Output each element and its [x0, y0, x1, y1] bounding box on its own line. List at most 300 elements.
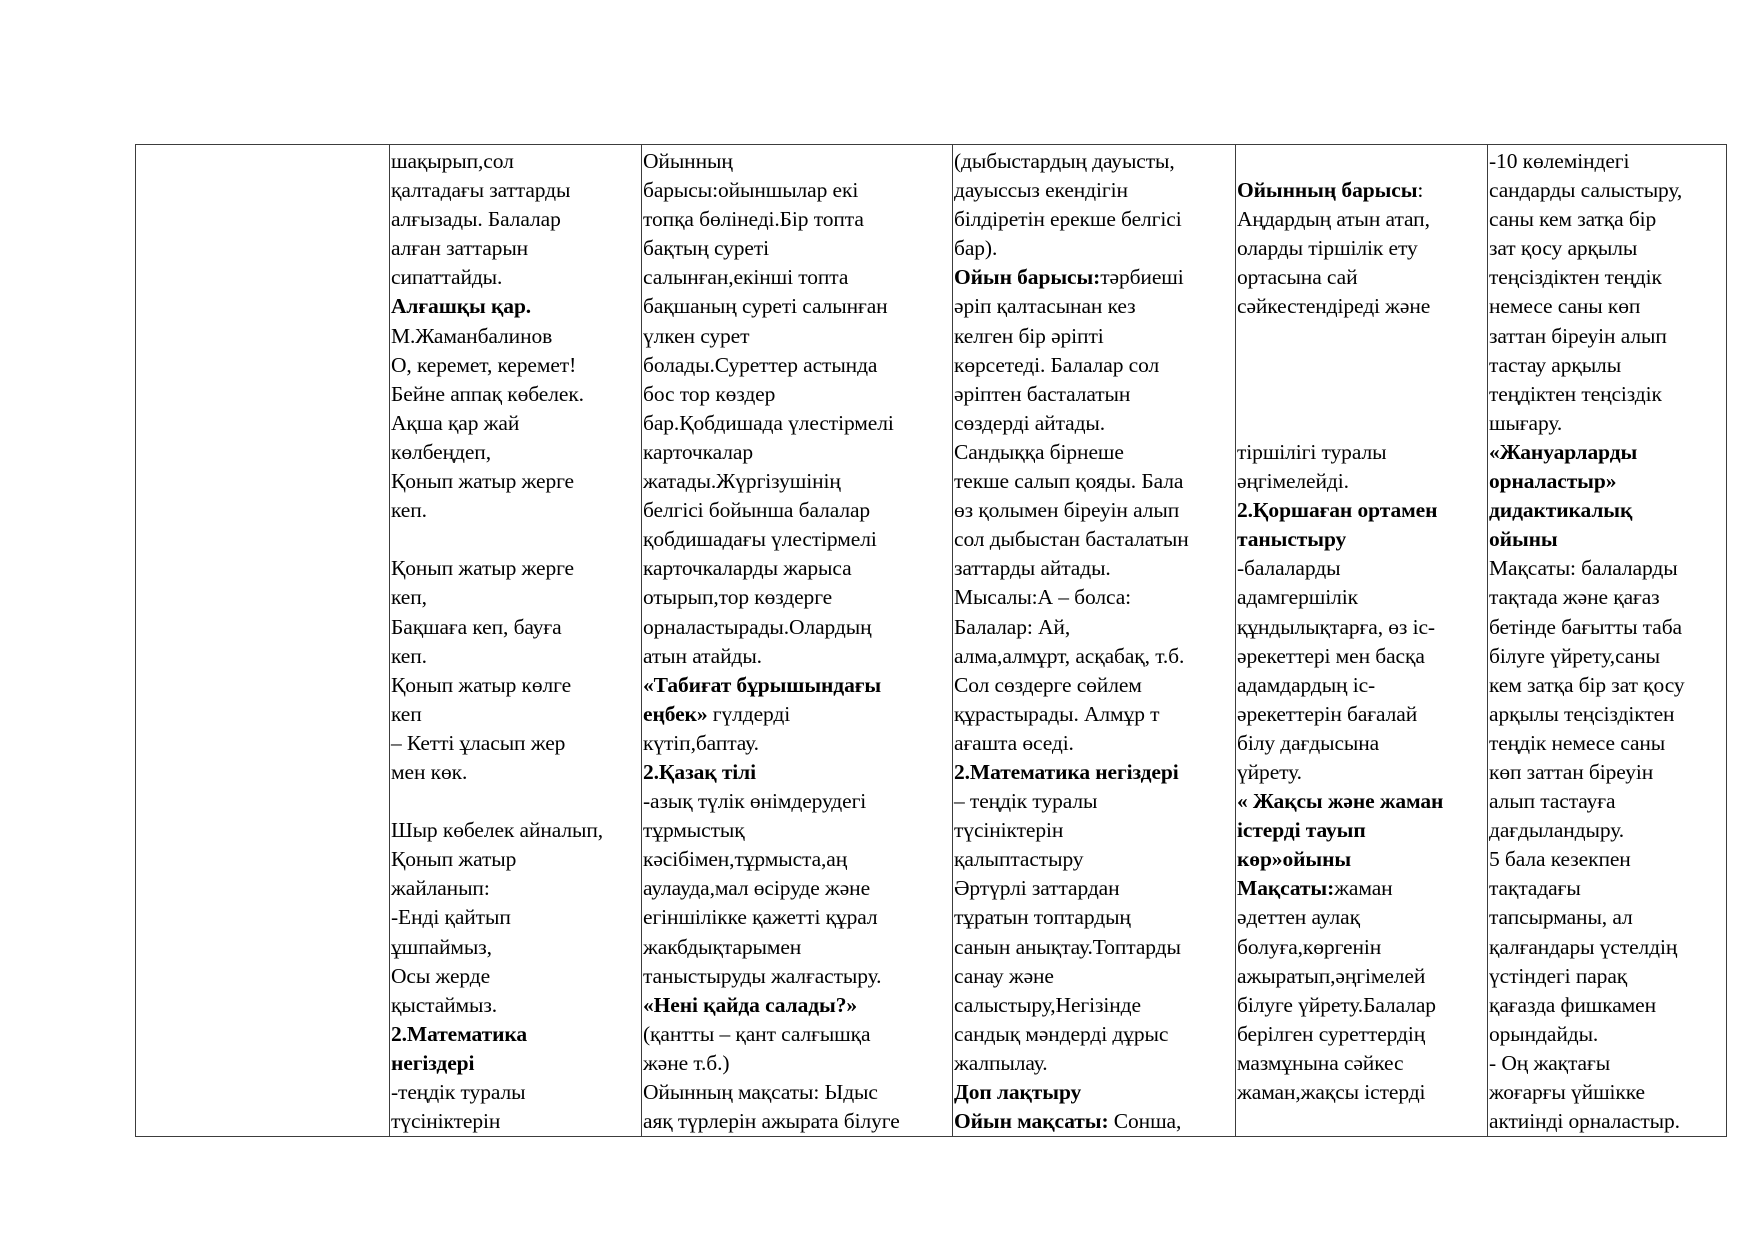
text-line-content: құндылықтарға, өз іс- — [1237, 614, 1435, 639]
text-line — [391, 874, 639, 903]
text-line-content: 2.Қазақ тілі — [643, 759, 756, 784]
text-line — [643, 438, 950, 467]
text-line-content: Қонып жатыр жерге — [391, 469, 574, 494]
text-line — [391, 292, 639, 321]
text-line — [954, 292, 1233, 321]
text-line-content: текше салып қояды. Бала — [954, 469, 1184, 494]
text-line — [1489, 845, 1724, 874]
text-line-content: кеп, — [391, 585, 427, 610]
text-line — [954, 903, 1233, 932]
text-line-content: сөздерді айтады. — [954, 410, 1106, 435]
text-line — [391, 583, 639, 612]
text-line — [1489, 234, 1724, 263]
text-line — [1489, 554, 1724, 583]
text-line-content: теңдік немесе саны — [1489, 730, 1666, 755]
text-line — [391, 1107, 639, 1136]
text-line-content: және т.б.) — [643, 1050, 730, 1075]
text-line — [643, 933, 950, 962]
text-line-content: әдеттен аулақ — [1237, 905, 1360, 930]
text-line-content: бар.Қобдишада үлестірмелі — [643, 410, 894, 435]
text-line-content: сол дыбыстан басталатын — [954, 527, 1189, 552]
text-line-continuation: : — [1417, 178, 1424, 203]
text-line-content: отырып,тор көздерге — [643, 585, 833, 610]
text-line-content: адамдардың іс- — [1237, 672, 1376, 697]
text-line-content: Шыр көбелек айналып, — [391, 818, 604, 843]
text-line-content: Ойын барысы: — [954, 265, 1101, 290]
text-line-content: салынған,екінші топта — [643, 265, 849, 290]
text-line — [954, 933, 1233, 962]
text-line — [1237, 671, 1485, 700]
text-line-content: көлбеңдеп, — [391, 439, 491, 464]
text-line-continuation: Сонша, — [1108, 1109, 1182, 1134]
text-line-content: қалыптастыру — [954, 847, 1084, 872]
text-line-content: Алғашқы қар. — [391, 294, 532, 319]
text-line-content: көрсетеді. Балалар сол — [954, 352, 1160, 377]
text-line — [954, 554, 1233, 583]
text-line — [391, 642, 639, 671]
text-line — [1489, 816, 1724, 845]
text-line — [954, 438, 1233, 467]
text-line-content: Ойын мақсаты: — [954, 1109, 1109, 1134]
text-line — [643, 583, 950, 612]
text-line-content: Әртүрлі заттардан — [954, 876, 1120, 901]
text-line — [1237, 758, 1485, 787]
text-line — [1489, 176, 1724, 205]
text-line-content: сипаттайды. — [391, 265, 503, 290]
text-line — [954, 991, 1233, 1020]
text-line — [391, 700, 639, 729]
text-line-content: -азық түлік өнімдерудегі — [643, 789, 867, 814]
text-line — [954, 816, 1233, 845]
text-line — [1489, 292, 1724, 321]
text-line-content: санау және — [954, 963, 1054, 988]
text-line — [391, 816, 639, 845]
text-line-content: бақтың суреті — [643, 236, 770, 261]
text-line — [1237, 613, 1485, 642]
text-line — [391, 787, 639, 816]
text-line-content: Ақша қар жай — [391, 410, 520, 435]
text-line-content: көр»ойыны — [1237, 847, 1352, 872]
text-line — [391, 438, 639, 467]
text-line — [391, 613, 639, 642]
text-line — [643, 322, 950, 351]
text-line — [1489, 613, 1724, 642]
text-line — [1237, 874, 1485, 903]
text-line-content: тақтадағы — [1489, 876, 1581, 901]
text-line-content: қобдишадағы үлестірмелі — [643, 527, 877, 552]
text-line — [643, 991, 950, 1020]
text-line-content: таныстыру — [1237, 527, 1347, 552]
text-line-content: заттарды айтады. — [954, 556, 1111, 581]
text-line-content: 2.Қоршаған ортамен — [1237, 498, 1438, 523]
text-line-content: Мысалы:А – болса: — [954, 585, 1132, 610]
table-cell-empty — [136, 145, 390, 1137]
text-line-content: Сандыққа бірнеше — [954, 439, 1124, 464]
text-line — [643, 642, 950, 671]
text-line-content: дидактикалық — [1489, 498, 1633, 523]
text-line — [1237, 991, 1485, 1020]
text-line — [1489, 671, 1724, 700]
text-line — [954, 234, 1233, 263]
text-line-content: мен көк. — [391, 759, 468, 784]
text-line-content: «Нені қайда салады?» — [643, 992, 857, 1017]
text-line-content: саны кем затқа бір — [1489, 207, 1657, 232]
text-line — [1489, 322, 1724, 351]
text-line — [1489, 933, 1724, 962]
text-line — [954, 700, 1233, 729]
text-line — [1237, 787, 1485, 816]
text-line — [391, 991, 639, 1020]
text-line-content: тұратын топтардың — [954, 905, 1131, 930]
text-line — [1489, 409, 1724, 438]
text-line-content: бар). — [954, 236, 998, 261]
text-line-content: әріп қалтасынан кез — [954, 294, 1136, 319]
text-line — [1237, 845, 1485, 874]
text-line — [643, 351, 950, 380]
text-line-content: үлкен сурет — [643, 323, 750, 348]
text-line-content: егіншілікке қажетті құрал — [643, 905, 878, 930]
text-line — [391, 409, 639, 438]
text-line-content: істерді тауып — [1237, 818, 1366, 843]
text-line-content: үйрету. — [1237, 759, 1302, 784]
text-line-content: алған заттарын — [391, 236, 529, 261]
text-line-content: негіздері — [391, 1050, 475, 1075]
text-line — [643, 176, 950, 205]
text-line-content: арқылы теңсіздіктен — [1489, 701, 1675, 726]
text-line — [954, 176, 1233, 205]
text-line-content: білу дағдысына — [1237, 730, 1380, 755]
text-line-content: теңсіздіктен теңдік — [1489, 265, 1662, 290]
text-line — [643, 874, 950, 903]
text-line-content: жоғарғы үйшікке — [1489, 1080, 1646, 1104]
table-cell-letters-column — [953, 145, 1236, 1137]
text-line-content: алғызады. Балалар — [391, 207, 561, 232]
text-line — [1237, 642, 1485, 671]
text-line-content: М.Жаманбалинов — [391, 323, 553, 348]
text-line-content: ұшпаймыз, — [391, 934, 492, 959]
text-line — [1237, 554, 1485, 583]
text-line — [391, 380, 639, 409]
text-line-content: Бейне аппақ көбелек. — [391, 381, 584, 406]
text-line-content: жайланып: — [391, 876, 490, 901]
text-line-content: заттан біреуін алып — [1489, 323, 1667, 348]
text-line-content: Балалар: Ай, — [954, 614, 1071, 639]
text-line-content: жалпылау. — [954, 1050, 1048, 1075]
text-line — [391, 671, 639, 700]
text-line — [954, 787, 1233, 816]
table-cell-poem-column — [390, 145, 642, 1137]
text-line-content: орындайды. — [1489, 1021, 1599, 1046]
text-line — [1489, 147, 1724, 176]
text-line — [954, 525, 1233, 554]
text-line — [391, 903, 639, 932]
text-line — [1489, 758, 1724, 787]
text-line-content: түсініктерін — [391, 1109, 501, 1134]
text-line — [643, 1020, 950, 1049]
text-line-content: ағашта өседі. — [954, 730, 1074, 755]
text-line-content: қалтадағы заттарды — [391, 178, 571, 203]
text-line — [1237, 176, 1485, 205]
text-line — [643, 496, 950, 525]
text-line — [954, 205, 1233, 234]
text-line — [643, 816, 950, 845]
text-line — [643, 700, 950, 729]
text-line-content: болады.Суреттер астында — [643, 352, 878, 377]
text-line — [1489, 729, 1724, 758]
text-line — [391, 554, 639, 583]
text-line — [643, 263, 950, 292]
text-line — [391, 322, 639, 351]
text-line-content: тапсырманы, ал — [1489, 905, 1633, 930]
text-line-content: – Кетті ұласып жер — [391, 730, 566, 755]
text-line-content: теңдіктен теңсіздік — [1489, 381, 1662, 406]
text-line — [1237, 409, 1485, 438]
lesson-plan-table — [135, 144, 1727, 1137]
text-line — [391, 263, 639, 292]
text-line — [643, 758, 950, 787]
text-line — [643, 234, 950, 263]
text-line — [391, 1078, 639, 1107]
text-line — [1489, 438, 1724, 467]
text-line — [643, 903, 950, 932]
text-line-content: – теңдік туралы — [954, 789, 1098, 814]
text-line — [954, 467, 1233, 496]
text-line — [643, 1107, 950, 1136]
text-line — [1489, 263, 1724, 292]
text-line-content: әрекеттерін бағалай — [1237, 701, 1418, 726]
text-line-content: орналастыр» — [1489, 469, 1617, 494]
text-line-content: берілген суреттердің — [1237, 1021, 1426, 1046]
text-line-continuation: жаман — [1334, 876, 1393, 901]
text-line — [1237, 292, 1485, 321]
text-line-content: «Жануарларды — [1489, 439, 1638, 464]
text-line — [391, 933, 639, 962]
text-line-content: жакбдықтарымен — [643, 934, 802, 959]
text-line-content: көп заттан біреуін — [1489, 759, 1654, 784]
text-line — [1237, 380, 1485, 409]
text-line-content: Қонып жатыр көлге — [391, 672, 572, 697]
text-line — [643, 147, 950, 176]
text-line — [954, 263, 1233, 292]
text-line — [1237, 1020, 1485, 1049]
text-line-content: еңбек» — [643, 701, 708, 726]
text-line — [643, 525, 950, 554]
text-line-content: 2.Математика негіздері — [954, 759, 1179, 784]
text-line — [954, 729, 1233, 758]
text-line — [643, 671, 950, 700]
text-line-content: Доп лақтыру — [954, 1080, 1082, 1104]
text-line-content: ажыратып,әңгімелей — [1237, 963, 1426, 988]
text-line — [1237, 700, 1485, 729]
text-line — [391, 1020, 639, 1049]
text-line-content: (қантты – қант салғышқа — [643, 1021, 871, 1046]
text-line — [391, 351, 639, 380]
text-line — [954, 380, 1233, 409]
text-line-content: ортасына сай — [1237, 265, 1358, 290]
text-line-content: дағдыландыру. — [1489, 818, 1624, 843]
text-line — [1489, 903, 1724, 932]
text-line-content: О, керемет, керемет! — [391, 352, 577, 377]
text-line-content: зат қосу арқылы — [1489, 236, 1638, 261]
text-line — [954, 613, 1233, 642]
text-line — [643, 1078, 950, 1107]
text-line-content: -теңдік туралы — [391, 1080, 526, 1104]
text-line-content: білуге үйрету.Балалар — [1237, 992, 1436, 1017]
text-line — [1489, 467, 1724, 496]
text-line-continuation: тәрбиеші — [1100, 265, 1184, 290]
text-line — [643, 554, 950, 583]
text-line-content: Осы жерде — [391, 963, 491, 988]
text-line — [1237, 903, 1485, 932]
text-line-content: топқа бөлінеді.Бір топта — [643, 207, 864, 232]
text-line-content: алып тастауға — [1489, 789, 1616, 814]
table-cell-game-column — [642, 145, 953, 1137]
text-line — [1237, 263, 1485, 292]
text-line — [643, 613, 950, 642]
text-line-content: бақшаның суреті салынған — [643, 294, 888, 319]
text-line — [954, 496, 1233, 525]
text-line — [954, 845, 1233, 874]
text-line-content: -10 көлеміндегі — [1489, 149, 1630, 173]
text-line — [391, 729, 639, 758]
text-line — [1237, 1049, 1485, 1078]
text-line-content: шақырып,сол — [391, 149, 514, 173]
text-line-content: бетінде бағытты таба — [1489, 614, 1682, 639]
text-line-content: тұрмыстық — [643, 818, 745, 843]
text-line — [1489, 700, 1724, 729]
text-line — [954, 1049, 1233, 1078]
text-line — [1489, 583, 1724, 612]
text-line-content: білуге үйрету,саны — [1489, 643, 1660, 668]
text-line-content: Аңдардың атын атап, — [1237, 207, 1430, 232]
text-line — [954, 1020, 1233, 1049]
text-line — [643, 205, 950, 234]
text-line — [643, 409, 950, 438]
text-line-content: карточкаларды жарыса — [643, 556, 852, 581]
text-line — [643, 787, 950, 816]
text-line-content: ойыны — [1489, 527, 1558, 552]
text-line — [391, 962, 639, 991]
text-line-content: Ойынның барысы — [1237, 178, 1418, 203]
text-line-content: -Енді қайтып — [391, 905, 511, 930]
text-line-content: карточкалар — [643, 439, 754, 464]
text-line — [643, 845, 950, 874]
text-line — [1237, 234, 1485, 263]
text-line — [1237, 1078, 1485, 1107]
text-line — [1489, 1020, 1724, 1049]
text-line — [643, 729, 950, 758]
text-line-content: әрекеттері мен басқа — [1237, 643, 1425, 668]
text-line — [954, 147, 1233, 176]
text-line-content: келген бір әріпті — [954, 323, 1104, 348]
text-line-content: күтіп,баптау. — [643, 730, 759, 755]
text-line-content: үстіндегі парақ — [1489, 963, 1628, 988]
text-line-content: Қонып жатыр — [391, 847, 517, 872]
text-line-content: немесе саны көп — [1489, 294, 1641, 319]
text-line — [954, 962, 1233, 991]
text-line — [954, 671, 1233, 700]
text-line-content: кәсібімен,тұрмыста,аң — [643, 847, 848, 872]
text-line-content: Ойынның — [643, 149, 733, 173]
text-line-content: Сол сөздерге сөйлем — [954, 672, 1142, 697]
text-line-content: әңгімелейді. — [1237, 469, 1349, 494]
text-line-content: оларды тіршілік ету — [1237, 236, 1418, 261]
text-line-content: әріптен басталатын — [954, 381, 1131, 406]
text-line — [954, 409, 1233, 438]
text-line-content: атын атайды. — [643, 643, 762, 668]
text-line — [954, 322, 1233, 351]
text-line — [1489, 1078, 1724, 1107]
text-line — [391, 234, 639, 263]
text-line — [954, 583, 1233, 612]
text-line-content: - Оң жақтағы — [1489, 1050, 1611, 1075]
text-line-content: сандарды салыстыру, — [1489, 178, 1683, 203]
text-line-content: түсініктерін — [954, 818, 1064, 843]
text-line — [1237, 438, 1485, 467]
text-line-content: болуға,көргенін — [1237, 934, 1382, 959]
text-line — [391, 205, 639, 234]
text-line-content: салыстыру,Негізінде — [954, 992, 1141, 1017]
text-line — [391, 496, 639, 525]
text-line-content: дауыссыз екендігін — [954, 178, 1128, 203]
text-line-content: таныстыруды жалғастыру. — [643, 963, 882, 988]
text-line — [391, 467, 639, 496]
table-row — [136, 145, 1727, 1137]
text-line — [391, 1049, 639, 1078]
text-line-content: кеп — [391, 701, 422, 726]
text-line-content: 2.Математика — [391, 1021, 527, 1046]
text-line-content: сандық мәндерді дұрыс — [954, 1021, 1169, 1046]
text-line-content: тастау арқылы — [1489, 352, 1622, 377]
text-line — [643, 962, 950, 991]
text-line — [1237, 583, 1485, 612]
text-line-content: « Жақсы және жаман — [1237, 789, 1444, 814]
text-line-content: -балаларды — [1237, 556, 1341, 581]
text-line — [1489, 525, 1724, 554]
table-cell-math-column — [1488, 145, 1727, 1137]
text-line — [643, 1049, 950, 1078]
text-line — [1489, 787, 1724, 816]
text-line-content: сәйкестендіреді және — [1237, 294, 1431, 319]
text-line-content: жаман,жақсы істерді — [1237, 1080, 1426, 1104]
table-cell-environment-column — [1236, 145, 1488, 1137]
text-line-content: жатады.Жүргізушінің — [643, 469, 841, 494]
text-line-content: кеп. — [391, 643, 427, 668]
text-line-continuation: гүлдерді — [707, 701, 791, 726]
text-line — [1489, 962, 1724, 991]
text-line-content: белгісі бойынша балалар — [643, 498, 871, 523]
text-line — [1237, 816, 1485, 845]
text-line — [1237, 351, 1485, 380]
text-line — [391, 758, 639, 787]
text-line-content: қалғандары үстелдің — [1489, 934, 1678, 959]
text-line-content: кеп. — [391, 498, 427, 523]
text-line — [643, 380, 950, 409]
text-line — [1489, 380, 1724, 409]
text-line — [954, 1107, 1233, 1136]
text-line-content: өз қолымен біреуін алып — [954, 498, 1180, 523]
text-line-content: санын анықтау.Топтарды — [954, 934, 1181, 959]
text-line-content: аяқ түрлерін ажырата білуге — [643, 1109, 900, 1134]
text-line — [1237, 467, 1485, 496]
text-line — [954, 758, 1233, 787]
text-line — [954, 351, 1233, 380]
text-line — [1489, 496, 1724, 525]
text-line — [1489, 1107, 1724, 1136]
text-line-content: шығару. — [1489, 410, 1563, 435]
text-line — [643, 467, 950, 496]
text-line-content: Мақсаты: балаларды — [1489, 556, 1678, 581]
